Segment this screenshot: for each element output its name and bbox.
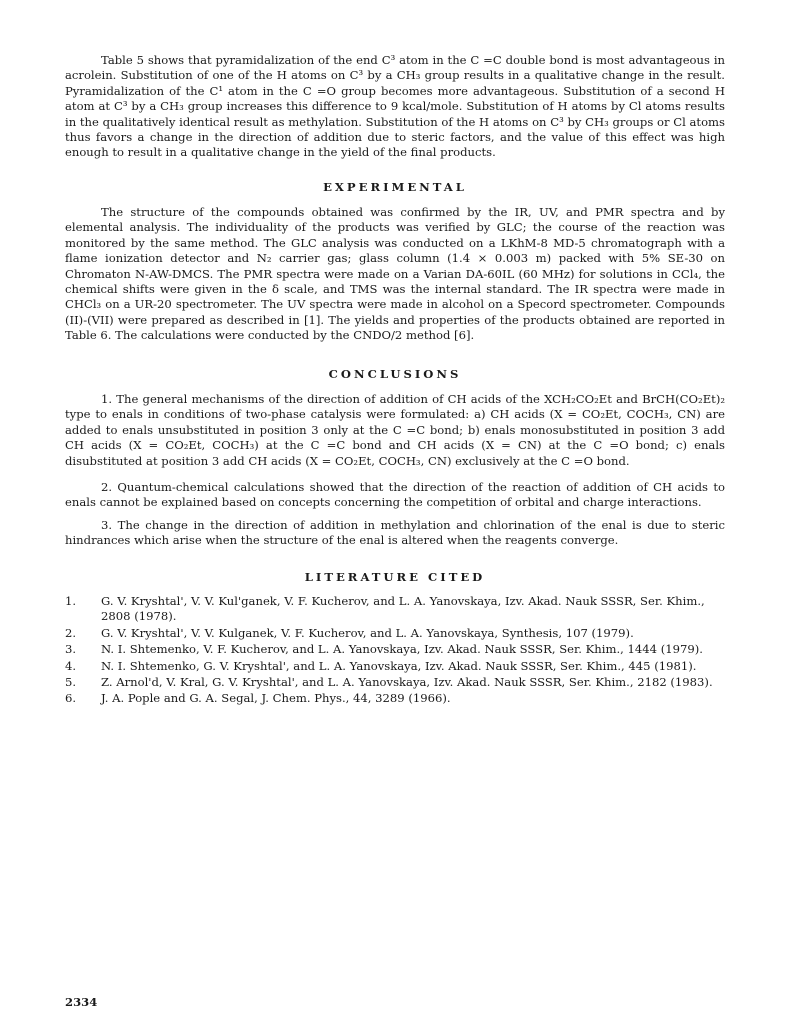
reference-number: 5. bbox=[65, 675, 77, 690]
experimental-paragraph: The structure of the compounds obtained was confirmed by the IR, UV, and PMR spectra and by elemental analysis. The individuality of the products was verified by GLC; the course of the reaction was monitored by the same method. The GLC analysis was conducted on a LKhM-8 MD-5 chromatograph with a flame ionization detector and N₂ carrier gas; glass column (1.4 × 0.003 m) packed with 5% SE-30 on Chromaton N-AW-DMCS. The PMR spectra were made on a Varian DA-60IL (60 MHz) for solutions in CCl₄, the chemical shifts were given in the δ scale, and TMS was the internal standard. The IR spectra were made in CHCl₃ on a UR-20 spectrometer. The UV spectra were made in alcohol on a Specord spectrometer. Compounds (II)-(VII) were prepared as described in [1]. The yields and properties of the products obtained are reported in Table 6. The calculations were conducted by the CNDO/2 method [6]. bbox=[65, 205, 725, 343]
reference-number: 3. bbox=[65, 642, 77, 657]
reference-text: N. I. Shtemenko, V. F. Kucherov, and L. A. Yanovskaya, Izv. Akad. Nauk SSSR, Ser. Khim., 1444 (1979). bbox=[101, 642, 703, 657]
reference-text: G. V. Kryshtal', V. V. Kulganek, V. F. Kucherov, and L. A. Yanovskaya, Synthesis, 107 (1979). bbox=[101, 625, 634, 640]
reference-item bbox=[65, 691, 725, 706]
conclusions-heading: CONCLUSIONS bbox=[328, 367, 462, 381]
reference-list bbox=[65, 594, 725, 708]
reference-text: Z. Arnol'd, V. Kral, G. V. Kryshtal', and L. A. Yanovskaya, Izv. Akad. Nauk SSSR, Ser. Khim., 2182 (1983). bbox=[101, 675, 713, 690]
reference-text: N. I. Shtemenko, G. V. Kryshtal', and L. A. Yanovskaya, Izv. Akad. Nauk SSSR, Ser. Khim., 445 (1981). bbox=[101, 658, 697, 673]
reference-item bbox=[65, 626, 725, 641]
experimental-heading: EXPERIMENTAL bbox=[323, 180, 467, 194]
conclusion-item-2: 2. Quantum-chemical calculations showed that the direction of the reaction of addition of CH acids to enals cannot be explained based on concepts concerning the competition of orbital and charge interactions. bbox=[65, 480, 725, 510]
reference-number: 1. bbox=[65, 594, 77, 608]
reference-text: J. A. Pople and G. A. Segal, J. Chem. Phys., 44, 3289 (1966). bbox=[101, 691, 451, 706]
intro-paragraph: Table 5 shows that pyramidalization of the end C³ atom in the C =C double bond is most advantageous in acrolein. Substitution of one of the H atoms on C³ by a CH₃ group results in a qualitative change in the result. Pyramidalization of the C¹ atom in the C =O group becomes more advantageous. Substitution of a second H atom at C³ by a CH₃ group increases this difference to 9 kcal/mole. Substitution of H atoms by Cl atoms results in the qualitatively identical result as methylation. Substitution of the H atoms on C³ by CH₃ groups or Cl atoms thus favors a change in the direction of addition due to steric factors, and the value of this effect was high enough to result in a qualitative change in the yield of the final products. bbox=[65, 53, 725, 160]
conclusion-item-3: 3. The change in the direction of addition in methylation and chlorination of the enal is due to steric hindrances which arise when the structure of the enal is altered when the reagents converge. bbox=[65, 518, 725, 548]
reference-number: 6. bbox=[65, 691, 77, 706]
reference-text: G. V. Kryshtal', V. V. Kul'ganek, V. F. Kucherov, and L. A. Yanovskaya, Izv. Akad. Nauk SSSR, Ser. Khim., 2808 (1978). bbox=[101, 594, 705, 624]
reference-number: 4. bbox=[65, 658, 77, 673]
literature-heading: LITERATURE CITED bbox=[304, 570, 486, 584]
reference-item bbox=[65, 659, 725, 674]
reference-item bbox=[65, 675, 725, 690]
reference-item bbox=[65, 594, 725, 625]
reference-item bbox=[65, 642, 725, 657]
page-number: 2334 bbox=[65, 995, 98, 1009]
reference-number: 2. bbox=[65, 625, 77, 640]
conclusion-item-1: 1. The general mechanisms of the direction of addition of CH acids of the XCH₂CO₂Et and BrCH(CO₂Et)₂ type to enals in conditions of two-phase catalysis were formulated: a) CH acids (X = CO₂Et, COCH₃, CN) are added to enals unsubstituted in position 3 only at the C =C bond; b) enals monosubstituted in position 3 add CH acids (X = CO₂Et, COCH₃) at the C =C bond and CH acids (X = CN) at the C =O bond; c) enals disubstituted at position 3 add CH acids (X = CO₂Et, COCH₃, CN) exclusively at the C =O bond. bbox=[65, 392, 725, 468]
